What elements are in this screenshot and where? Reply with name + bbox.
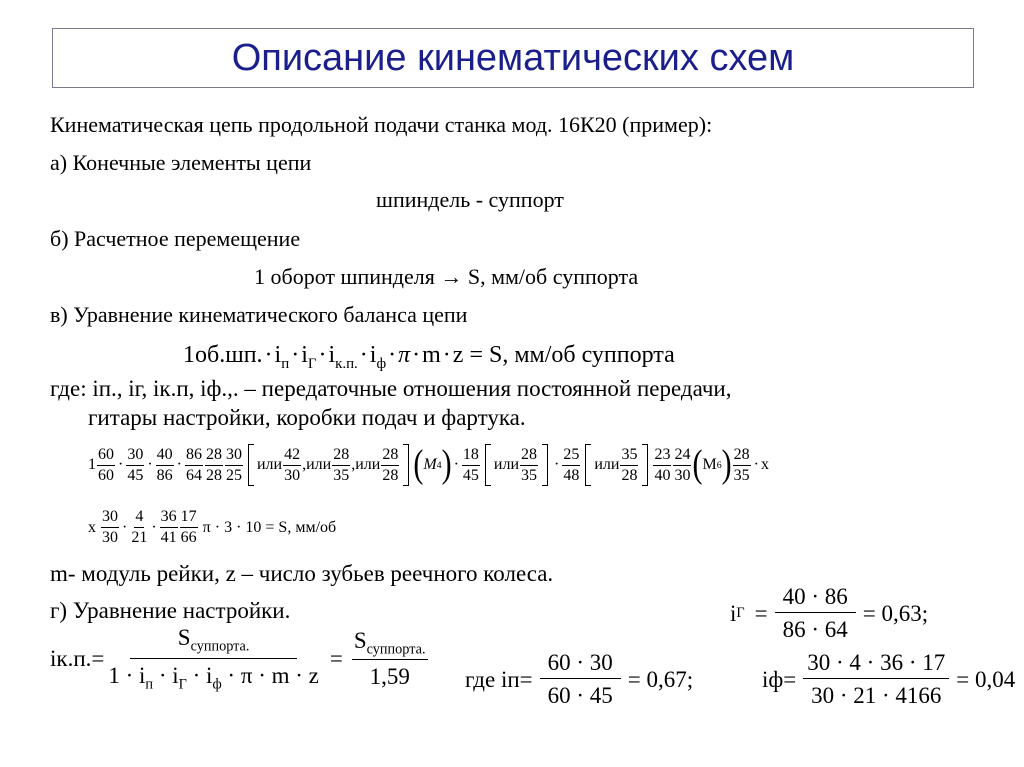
where-line-1: где: iп., iг, iк.п, iф.,. – передаточные отношения постоянной передачи, (50, 376, 732, 401)
chain-fraction: $\frac{28}{28}$ (205, 445, 222, 484)
chain-fraction: $\frac{30}{45}$ (127, 445, 144, 484)
balance-equation: $1об.шп.\cdot i_п\cdot i_Г\cdot i_{к.п.}\cdot i_ф\cdot\pi\cdot m\cdot z = S$, мм/об суппорта (183, 342, 675, 372)
a-value: шпиндель - суппорт (376, 187, 564, 212)
title-box (52, 28, 974, 88)
chain-fraction: $\frac{30}{30}$ (102, 508, 118, 546)
chain-fraction: $\frac{4}{21}$ (131, 508, 148, 546)
chain-fraction: $\frac{28}{35}$ (333, 445, 350, 484)
intro-line: Кинематическая цепь продольной подачи станка мод. 16К20 (пример): (50, 112, 713, 137)
ip-equation: где iп= $\frac{60 \cdot 30}{60 \cdot 45}$ = 0,67; (465, 650, 694, 708)
chain-fraction: $\frac{35}{28}$ (621, 445, 638, 484)
v-label: в) Уравнение кинематического баланса цепи (50, 302, 468, 327)
slide-title: Описание кинематических схем (231, 36, 795, 79)
b-label: б) Расчетное перемещение (50, 226, 301, 251)
chain-fraction: $\frac{23}{40}$ (654, 445, 671, 484)
where-line-2: гитары настройки, коробки подач и фартука. (88, 405, 526, 430)
chain-fraction: $\frac{36}{41}$ (160, 508, 177, 546)
b-value: 1 оборот шпинделя → S, мм/об суппорта (254, 264, 639, 289)
chain-fraction: $\frac{28}{35}$ (733, 445, 750, 484)
chain-fraction: $\frac{24}{30}$ (674, 445, 691, 484)
chain-fraction: $\frac{25}{48}$ (563, 445, 580, 484)
chain-fraction: $\frac{60}{60}$ (98, 445, 114, 484)
chain-fraction: $\frac{28}{35}$ (521, 445, 538, 484)
chain-fraction: $\frac{28}{28}$ (382, 445, 399, 484)
chain-row-2: x $\frac{30}{30}$ · $\frac{4}{21}$ · $\frac{36}{41}$ $\frac{17}{66}$ π · 3 · 10 = S, мм/об (88, 508, 337, 546)
ikp-equation: iк.п.= $\frac{S_{суппорта.}}{1 \cdot i_п \cdot i_Г \cdot i_ф \cdot \pi \cdot m \cdot z}$ = $\frac{S_{суппорта.}}{1,59}$ (50, 625, 426, 693)
g-label: г) Уравнение настройки. (50, 598, 291, 623)
m-line: m- модуль рейки, z – число зубьев реечного колеса. (50, 561, 554, 586)
chain-row-1: 1 $\frac{60}{60}$ · $\frac{30}{45}$ · $\frac{40}{86}$ · $\frac{86}{64}$ $\frac{28}{28}$ $\frac{30}{25}$ или $\frac{42}{30}$ ,или $\frac{28}{35}$ ,или $\frac{28}{28}$ ( M 4 ) · $\frac{18}{45}$ или $\frac{28}{35}$ · $\frac{25}{48}$ или $\frac{35}{28}$ $\frac{23}{40}$ $\frac{24}{30}$ ( M 6 ) $\frac{28}{35}$ · x (88, 442, 769, 486)
chain-fraction: $\frac{17}{66}$ (180, 508, 197, 546)
chain-fraction: $\frac{86}{64}$ (185, 445, 202, 484)
if-equation: iф= $\frac{30 \cdot 4 \cdot 36 \cdot 17}{30 \cdot 21 \cdot 4166}$ = 0,04 (762, 650, 1016, 708)
chain-fraction: $\frac{42}{30}$ (284, 445, 301, 484)
ig-equation: i Г = $\frac{40 \cdot 86}{86 \cdot 64}$ = 0,63; (730, 584, 929, 642)
a-label: а) Конечные элементы цепи (50, 150, 312, 175)
chain-fraction: $\frac{18}{45}$ (462, 445, 479, 484)
chain-fraction: $\frac{40}{86}$ (156, 445, 173, 484)
chain-fraction: $\frac{30}{25}$ (225, 445, 242, 484)
